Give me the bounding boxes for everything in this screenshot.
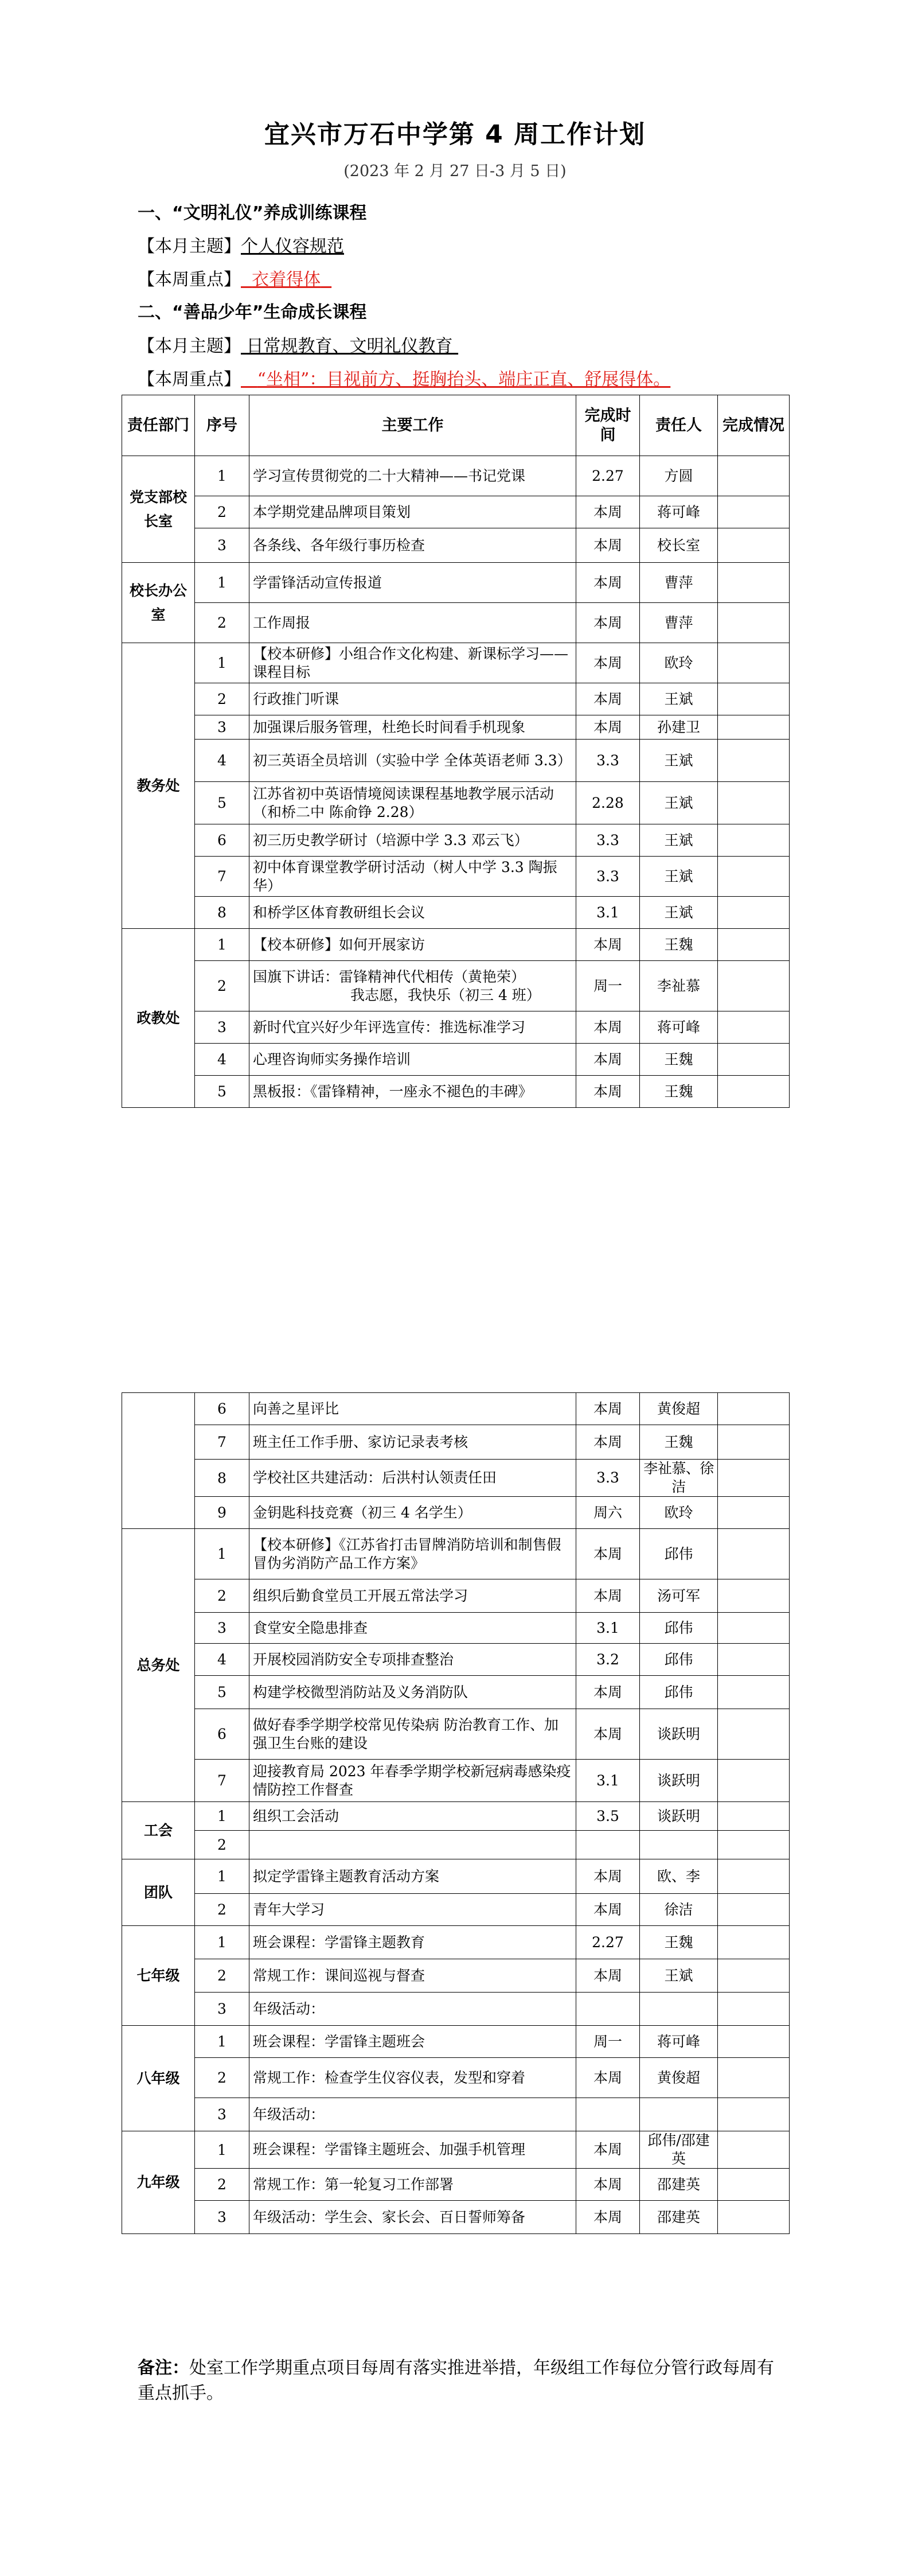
task-cell: 学雷锋活动宣传报道: [249, 563, 576, 603]
table-row: [122, 961, 790, 1011]
task-cell: 学习宣传贯彻党的二十大精神——书记党课: [249, 456, 576, 496]
week-focus-value: 衣着得体: [252, 270, 321, 290]
owner-cell: 蒋可峰: [640, 1011, 718, 1044]
status-cell: [718, 1425, 790, 1460]
status-cell: [718, 1497, 790, 1529]
task-text-line-2: 我志愿，我快乐（初三 4 班）: [350, 986, 541, 1003]
time-cell: 本周: [576, 2169, 640, 2201]
number-cell: 8: [195, 1460, 249, 1497]
time-cell: 本周: [576, 1076, 640, 1108]
time-cell: 本周: [576, 528, 640, 563]
task-cell: 初三历史教学研讨（培源中学 3.3 邓云飞）: [249, 824, 576, 857]
task-cell: 心理咨询师实务操作培训: [249, 1044, 576, 1076]
owner-cell: 曹萍: [640, 563, 718, 603]
owner-cell: 王魏: [640, 929, 718, 961]
number-cell: 4: [195, 1644, 249, 1676]
time-cell: 3.3: [576, 740, 640, 782]
table-row: [122, 1497, 790, 1529]
task-cell: 组织工会活动: [249, 1802, 576, 1831]
status-cell: [718, 2098, 790, 2131]
owner-cell: [640, 2098, 718, 2131]
time-cell: 本周: [576, 603, 640, 643]
task-cell: 初中体育课堂教学研讨活动（树人中学 3.3 陶振华）: [249, 857, 576, 897]
status-cell: [718, 897, 790, 929]
task-cell: 班会课程：学雷锋主题班会、加强手机管理: [249, 2131, 576, 2169]
dept-cell: 团队: [122, 1859, 195, 1926]
status-cell: [718, 1993, 790, 2026]
time-cell: 本周: [576, 1579, 640, 1613]
owner-cell: 王魏: [640, 1926, 718, 1959]
number-cell: 3: [195, 2098, 249, 2131]
page-title: 宜兴市万石中学第 4 周工作计划: [264, 120, 646, 149]
owner-cell: 孙建卫: [640, 715, 718, 740]
status-cell: [718, 1579, 790, 1613]
owner-cell: 王魏: [640, 1425, 718, 1460]
section-heading-1: 一、“文明礼仪”养成训练课程: [138, 203, 367, 223]
time-cell: 3.3: [576, 1460, 640, 1497]
status-cell: [718, 929, 790, 961]
number-cell: 1: [195, 456, 249, 496]
owner-cell: 李祉慕: [640, 961, 718, 1011]
owner-cell: 邵建英: [640, 2169, 718, 2201]
task-cell: 初三英语全员培训（实验中学 全体英语老师 3.3）: [249, 740, 576, 782]
section-heading-2: 二、“善品少年”生命成长课程: [138, 302, 367, 322]
time-cell: 3.1: [576, 1613, 640, 1644]
status-cell: [718, 643, 790, 683]
table-header-row: [122, 395, 790, 456]
owner-cell: [640, 1831, 718, 1859]
week-focus-value: “坐相”：目视前方、挺胸抬头、端庄正直、舒展得体。: [257, 369, 671, 390]
task-cell: 组织后勤食堂员工开展五常法学习: [249, 1579, 576, 1613]
number-cell: 8: [195, 897, 249, 929]
number-cell: 2: [195, 683, 249, 715]
task-cell: [249, 961, 576, 1011]
table-row: [122, 715, 790, 740]
table-row: [122, 740, 790, 782]
task-cell: 各条线、各年级行事历检查: [249, 528, 576, 563]
task-cell: 【校本研修】《江苏省打击冒牌消防培训和制售假冒伪劣消防产品工作方案》: [249, 1529, 576, 1579]
table-row: [122, 2026, 790, 2058]
task-cell: 向善之星评比: [249, 1393, 576, 1425]
owner-cell: 王斌: [640, 740, 718, 782]
task-cell: 年级活动：学生会、家长会、百日誓师筹备: [249, 2201, 576, 2234]
table-row: [122, 1579, 790, 1613]
owner-cell: 黄俊超: [640, 1393, 718, 1425]
time-cell: 3.5: [576, 1802, 640, 1831]
owner-cell: 王斌: [640, 897, 718, 929]
time-cell: 周一: [576, 961, 640, 1011]
time-cell: 本周: [576, 929, 640, 961]
time-cell: 3.2: [576, 1644, 640, 1676]
table-row: [122, 1044, 790, 1076]
status-cell: [718, 782, 790, 824]
table-row: [122, 1802, 790, 1831]
owner-cell: 邱伟: [640, 1676, 718, 1709]
status-cell: [718, 2026, 790, 2058]
table-row: [122, 2058, 790, 2098]
status-cell: [718, 683, 790, 715]
status-cell: [718, 715, 790, 740]
table-row: [122, 1529, 790, 1579]
status-cell: [718, 857, 790, 897]
owner-cell: 李祉慕、徐洁: [640, 1460, 718, 1497]
number-cell: 3: [195, 528, 249, 563]
time-cell: 3.1: [576, 897, 640, 929]
month-theme-label: 【本月主题】: [138, 236, 241, 256]
time-cell: 周六: [576, 1497, 640, 1529]
section-2-month-theme: [138, 332, 458, 357]
number-cell: 2: [195, 603, 249, 643]
dept-cell: 八年级: [122, 2026, 195, 2131]
header-dept: 责任部门: [122, 395, 195, 456]
owner-cell: 欧玲: [640, 1497, 718, 1529]
number-cell: 2: [195, 2169, 249, 2201]
dept-cell: 七年级: [122, 1926, 195, 2026]
task-cell: 食堂安全隐患排查: [249, 1613, 576, 1644]
number-cell: 4: [195, 740, 249, 782]
table-row: [122, 1760, 790, 1802]
status-cell: [718, 1460, 790, 1497]
time-cell: 本周: [576, 2131, 640, 2169]
task-cell: 【校本研修】如何开展家访: [249, 929, 576, 961]
number-cell: 2: [195, 496, 249, 528]
status-cell: [718, 824, 790, 857]
number-cell: 7: [195, 1760, 249, 1802]
status-cell: [718, 1802, 790, 1831]
section-2-week-focus: [138, 365, 670, 390]
task-cell: 班会课程：学雷锋主题教育: [249, 1926, 576, 1959]
number-cell: 2: [195, 1894, 249, 1926]
owner-cell: 欧、李: [640, 1859, 718, 1894]
owner-cell: 邱伟: [640, 1529, 718, 1579]
table-row: [122, 1709, 790, 1760]
task-cell: 拟定学雷锋主题教育活动方案: [249, 1859, 576, 1894]
owner-cell: 曹萍: [640, 603, 718, 643]
task-cell: 青年大学习: [249, 1894, 576, 1926]
table-row: [122, 1894, 790, 1926]
number-cell: 3: [195, 1993, 249, 2026]
remark-label: 备注：: [138, 2358, 189, 2378]
table-row: [122, 1613, 790, 1644]
remark-text: 处室工作学期重点项目每周有落实推进举措，年级组工作每位分管行政每周有重点抓手。: [138, 2358, 774, 2403]
status-cell: [718, 2169, 790, 2201]
number-cell: 1: [195, 2026, 249, 2058]
dept-cell: 总务处: [122, 1529, 195, 1802]
time-cell: 本周: [576, 1393, 640, 1425]
week-focus-label: 【本周重点】: [138, 270, 241, 290]
status-cell: [718, 2058, 790, 2098]
number-cell: 6: [195, 1709, 249, 1760]
status-cell: [718, 1831, 790, 1859]
task-cell: 【校本研修】小组合作文化构建、新课标学习——课程目标: [249, 643, 576, 683]
time-cell: [576, 2098, 640, 2131]
owner-cell: 王斌: [640, 683, 718, 715]
number-cell: 1: [195, 1529, 249, 1579]
time-cell: 本周: [576, 1011, 640, 1044]
owner-cell: 徐洁: [640, 1894, 718, 1926]
time-cell: 3.1: [576, 1760, 640, 1802]
time-cell: 本周: [576, 643, 640, 683]
table-row: [122, 1393, 790, 1425]
table-row: [122, 1831, 790, 1859]
date-range: (2023 年 2 月 27 日-3 月 5 日): [343, 162, 567, 180]
dept-cell: 党支部校长室: [122, 456, 195, 563]
task-cell: 构建学校微型消防站及义务消防队: [249, 1676, 576, 1709]
time-cell: 本周: [576, 2058, 640, 2098]
task-cell: 新时代宜兴好少年评选宣传：推选标准学习: [249, 1011, 576, 1044]
status-cell: [718, 1044, 790, 1076]
owner-cell: 谈跃明: [640, 1760, 718, 1802]
number-cell: 9: [195, 1497, 249, 1529]
owner-cell: 邱伟: [640, 1644, 718, 1676]
owner-cell: 王魏: [640, 1076, 718, 1108]
time-cell: 2.28: [576, 782, 640, 824]
owner-cell: 黄俊超: [640, 2058, 718, 2098]
status-cell: [718, 961, 790, 1011]
table-row: [122, 857, 790, 897]
dept-cell: [122, 1393, 195, 1529]
number-cell: 5: [195, 1076, 249, 1108]
owner-cell: 欧玲: [640, 643, 718, 683]
month-theme-label: 【本月主题】: [138, 336, 241, 356]
time-cell: 本周: [576, 1676, 640, 1709]
number-cell: 1: [195, 929, 249, 961]
status-cell: [718, 1011, 790, 1044]
task-cell: 常规工作：课间巡视与督查: [249, 1959, 576, 1993]
task-cell: 江苏省初中英语情境阅读课程基地教学展示活动（和桥二中 陈俞铮 2.28）: [249, 782, 576, 824]
number-cell: 3: [195, 715, 249, 740]
owner-cell: 邵建英: [640, 2201, 718, 2234]
status-cell: [718, 2131, 790, 2169]
time-cell: 本周: [576, 496, 640, 528]
owner-cell: 王斌: [640, 857, 718, 897]
status-cell: [718, 1926, 790, 1959]
owner-cell: 校长室: [640, 528, 718, 563]
status-cell: [718, 496, 790, 528]
owner-cell: 王斌: [640, 1959, 718, 1993]
number-cell: 1: [195, 1926, 249, 1959]
status-cell: [718, 1076, 790, 1108]
number-cell: 7: [195, 1425, 249, 1460]
table-row: [122, 897, 790, 929]
table-row: [122, 2098, 790, 2131]
task-cell: 学校社区共建活动：后洪村认领责任田: [249, 1460, 576, 1497]
status-cell: [718, 1859, 790, 1894]
week-focus-label: 【本周重点】: [138, 369, 241, 390]
time-cell: 本周: [576, 1894, 640, 1926]
time-cell: 本周: [576, 1529, 640, 1579]
status-cell: [718, 1760, 790, 1802]
table-row: [122, 782, 790, 824]
task-cell: 班会课程：学雷锋主题班会: [249, 2026, 576, 2058]
number-cell: 4: [195, 1044, 249, 1076]
owner-cell: 王斌: [640, 824, 718, 857]
owner-cell: 王斌: [640, 782, 718, 824]
task-cell: 做好春季学期学校常见传染病 防治教育工作、加强卫生台账的建设: [249, 1709, 576, 1760]
status-cell: [718, 1613, 790, 1644]
number-cell: 2: [195, 1579, 249, 1613]
status-cell: [718, 563, 790, 603]
number-cell: 1: [195, 643, 249, 683]
time-cell: 本周: [576, 1044, 640, 1076]
work-plan-table-page-2: [122, 1392, 790, 2234]
number-cell: 2: [195, 961, 249, 1011]
owner-cell: 方圆: [640, 456, 718, 496]
status-cell: [718, 1709, 790, 1760]
task-cell: 本学期党建品牌项目策划: [249, 496, 576, 528]
task-cell: 金钥匙科技竞赛（初三 4 名学生）: [249, 1497, 576, 1529]
table-row: [122, 929, 790, 961]
owner-cell: 谈跃明: [640, 1709, 718, 1760]
number-cell: 5: [195, 782, 249, 824]
owner-cell: 邱伟: [640, 1613, 718, 1644]
status-cell: [718, 1959, 790, 1993]
task-cell: 班主任工作手册、家访记录表考核: [249, 1425, 576, 1460]
time-cell: 本周: [576, 715, 640, 740]
task-cell: [249, 1831, 576, 1859]
table-row: [122, 563, 790, 603]
task-cell: 和桥学区体育教研组长会议: [249, 897, 576, 929]
owner-cell: 邱伟/邵建英: [640, 2131, 718, 2169]
task-cell: 行政推门听课: [249, 683, 576, 715]
status-cell: [718, 1644, 790, 1676]
work-plan-table-page-1: [122, 395, 790, 1108]
header-task: 主要工作: [249, 395, 576, 456]
task-cell: 工作周报: [249, 603, 576, 643]
number-cell: 2: [195, 1959, 249, 1993]
number-cell: 1: [195, 2131, 249, 2169]
dept-cell: 工会: [122, 1802, 195, 1859]
task-cell: 常规工作：检查学生仪容仪表，发型和穿着: [249, 2058, 576, 2098]
table-row: [122, 1859, 790, 1894]
task-cell: 迎接教育局 2023 年春季学期学校新冠病毒感染疫情防控工作督查: [249, 1760, 576, 1802]
dept-cell: 九年级: [122, 2131, 195, 2234]
status-cell: [718, 456, 790, 496]
owner-cell: 谈跃明: [640, 1802, 718, 1831]
table-row: [122, 824, 790, 857]
time-cell: 周一: [576, 2026, 640, 2058]
table-row: [122, 1011, 790, 1044]
status-cell: [718, 1676, 790, 1709]
table-row: [122, 603, 790, 643]
status-cell: [718, 2201, 790, 2234]
task-cell: 黑板报：《雷锋精神，一座永不褪色的丰碑》: [249, 1076, 576, 1108]
task-cell: 加强课后服务管理，杜绝长时间看手机现象: [249, 715, 576, 740]
header-owner: 责任人: [640, 395, 718, 456]
number-cell: 2: [195, 2058, 249, 2098]
owner-cell: 王魏: [640, 1044, 718, 1076]
number-cell: 1: [195, 1859, 249, 1894]
table-row: [122, 1926, 790, 1959]
header-number: 序号: [195, 395, 249, 456]
dept-cell: 校长办公室: [122, 563, 195, 643]
table-row: [122, 1676, 790, 1709]
number-cell: 1: [195, 563, 249, 603]
number-cell: 1: [195, 1802, 249, 1831]
table-row: [122, 2131, 790, 2169]
task-cell: 常规工作：第一轮复习工作部署: [249, 2169, 576, 2201]
number-cell: 5: [195, 1676, 249, 1709]
status-cell: [718, 740, 790, 782]
time-cell: 本周: [576, 1959, 640, 1993]
owner-cell: [640, 1993, 718, 2026]
table-row: [122, 643, 790, 683]
task-text-line-1: 国旗下讲话：雷锋精神代代相传（黄艳荣）: [253, 968, 526, 985]
number-cell: 2: [195, 1831, 249, 1859]
table-row: [122, 683, 790, 715]
number-cell: 7: [195, 857, 249, 897]
table-row: [122, 1959, 790, 1993]
time-cell: 本周: [576, 563, 640, 603]
time-cell: 本周: [576, 1709, 640, 1760]
month-theme-value: 日常规教育、文明礼仪教育: [246, 336, 453, 356]
time-cell: 2.27: [576, 1926, 640, 1959]
time-cell: 3.3: [576, 857, 640, 897]
header-status: 完成情况: [718, 395, 790, 456]
status-cell: [718, 603, 790, 643]
time-cell: 本周: [576, 1859, 640, 1894]
time-cell: 本周: [576, 683, 640, 715]
table-row: [122, 1460, 790, 1497]
time-cell: 本周: [576, 2201, 640, 2234]
number-cell: 6: [195, 1393, 249, 1425]
task-cell: 开展校园消防安全专项排查整治: [249, 1644, 576, 1676]
number-cell: 3: [195, 1011, 249, 1044]
owner-cell: 蒋可峰: [640, 496, 718, 528]
section-1-week-focus: [138, 265, 331, 290]
status-cell: [718, 1529, 790, 1579]
table-row: [122, 496, 790, 528]
section-1-month-theme: [138, 232, 344, 257]
month-theme-value: 个人仪容规范: [241, 236, 344, 256]
table-row: [122, 1425, 790, 1460]
owner-cell: 汤可军: [640, 1579, 718, 1613]
time-cell: 2.27: [576, 456, 640, 496]
owner-cell: 蒋可峰: [640, 2026, 718, 2058]
header-time: 完成时间: [576, 395, 640, 456]
table-row: [122, 456, 790, 496]
time-cell: 3.3: [576, 824, 640, 857]
table-row: [122, 1993, 790, 2026]
time-cell: [576, 1831, 640, 1859]
table-row: [122, 2201, 790, 2234]
table-row: [122, 1076, 790, 1108]
task-cell: 年级活动：: [249, 2098, 576, 2131]
table-row: [122, 2169, 790, 2201]
number-cell: 6: [195, 824, 249, 857]
table-row: [122, 1644, 790, 1676]
remark: [138, 2356, 780, 2406]
table-row: [122, 528, 790, 563]
dept-cell: 政教处: [122, 929, 195, 1108]
time-cell: 本周: [576, 1425, 640, 1460]
status-cell: [718, 1894, 790, 1926]
dept-cell: 教务处: [122, 643, 195, 929]
status-cell: [718, 528, 790, 563]
time-cell: [576, 1993, 640, 2026]
task-cell: 年级活动：: [249, 1993, 576, 2026]
status-cell: [718, 1393, 790, 1425]
number-cell: 3: [195, 2201, 249, 2234]
number-cell: 3: [195, 1613, 249, 1644]
